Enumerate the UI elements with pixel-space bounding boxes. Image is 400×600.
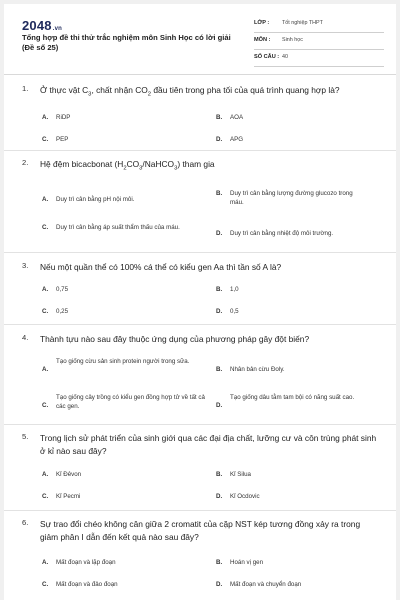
- header-divider: [4, 74, 396, 75]
- site-logo[interactable]: [22, 18, 62, 33]
- exam-page: 2048.vn Tổng hợp đề thi thử trắc nghiệm môn Sinh Học có lời giải (Đề số 25) LỚP : Tốt nghiệp THPT MÔN : Sinh học SỐ CÂU : 40 1. Ở thực vật $C_3$, chất nhận $CO_2$ đầu tiên trong pha tối của quá trình quang hợp là? A. RiDP B. AOA C. PEP D. APG 2. Hệ đệm bicacbonat $(H_2CO_3/NaHCO_3)$ tham gia A. Duy trì cân bằng pH nội môi. B. Duy trì cân bằng lượng đường glucozo trong máu. C. Duy trì cân bằng áp suất thẩm thấu của máu. D. Duy trì cân bằng nhiệt độ môi trường. 3. Nếu một quần thể có 100% cá thể có kiểu gen Aa thì tần số A là? A. 0,75 B. 1,0 C. 0,25 D. 0,5 4. Thành tựu nào sau đây thuộc ứng dụng của phương pháp gây đột biến? A. Tạo giống cừu sản sinh protein người trong sữa. B. Nhân bản cừu Đoly. C. Tạo giống cây trồng có kiểu gen đồng hợp tử về tất cả các gen. D. Tạo giống dâu tằm tam bội có năng suất cao. 5. Trong lịch sử phát triển của sinh giới qua các đại địa chất, lưỡng cư và côn trùng phát sinh ở kỉ nào sau đây? A. Kỉ Đêvon B. Kỉ Silua C. Kỉ Pecmi D. Kỉ Ocdovic 6. Sự trao đổi chéo không cân giữa 2 cromatit của cặp NST kép tương đồng xảy ra trong giảm phân I dẫn đến kết quả nào sau đây? A. Mất đoạn và lặp đoạn B. Hoán vị gen C. Mất đoạn và đảo đoạn D. Mất đoạn và chuyển đoạn: [4, 4, 396, 600]
- meta-label: SỐ CÂU :: [254, 54, 280, 60]
- question-divider: [4, 150, 396, 151]
- meta-label: MÔN :: [254, 37, 271, 43]
- logo-suffix: .vn: [52, 26, 63, 32]
- question-text: Hệ đệm bicacbonat $(H_2CO_3/NaHCO_3)$ tham gia: [40, 159, 215, 172]
- question-number: 3.: [22, 261, 29, 270]
- question-text: Ở thực vật $C_3$, chất nhận $CO_2$ đầu tiên trong pha tối của quá trình quang hợp là?: [40, 85, 340, 98]
- question-divider: [4, 324, 396, 325]
- question-number: 1.: [22, 84, 29, 93]
- meta-label: LỚP :: [254, 20, 270, 26]
- logo-main: 2048: [22, 18, 52, 33]
- question-text: Trong lịch sử phát triển của sinh giới qua các đại địa chất, lưỡng cư và côn trùng phát sinh ở kỉ nào sau đây?: [40, 433, 377, 456]
- question-number: 2.: [22, 158, 29, 167]
- question-number: 4.: [22, 333, 29, 342]
- question-text: Sự trao đổi chéo không cân giữa 2 cromatit của cặp NST kép tương đồng xảy ra trong giảm phân I dẫn đến kết quả nào sau đây?: [40, 519, 361, 542]
- question-divider: [4, 510, 396, 511]
- exam-header: [22, 18, 384, 68]
- question-number: 5.: [22, 432, 29, 441]
- question-text: Thành tựu nào sau đây thuộc ứng dụng của phương pháp gây đột biến?: [40, 334, 310, 344]
- meta-value: 40: [282, 54, 288, 60]
- question-number: 6.: [22, 518, 29, 527]
- question-text: Nếu một quần thể có 100% cá thể có kiểu gen Aa thì tần số A là?: [40, 262, 282, 272]
- question-divider: [4, 424, 396, 425]
- meta-value: Tốt nghiệp THPT: [282, 20, 323, 26]
- meta-row-subject: [254, 35, 384, 50]
- meta-row-class: [254, 18, 384, 33]
- exam-title: Tổng hợp đề thi thử trắc nghiệm môn Sinh Học có lời giải (Đề số 25): [22, 33, 231, 52]
- exam-meta: [254, 18, 384, 69]
- question-divider: [4, 252, 396, 253]
- meta-row-count: [254, 52, 384, 67]
- meta-value: Sinh học: [282, 37, 303, 43]
